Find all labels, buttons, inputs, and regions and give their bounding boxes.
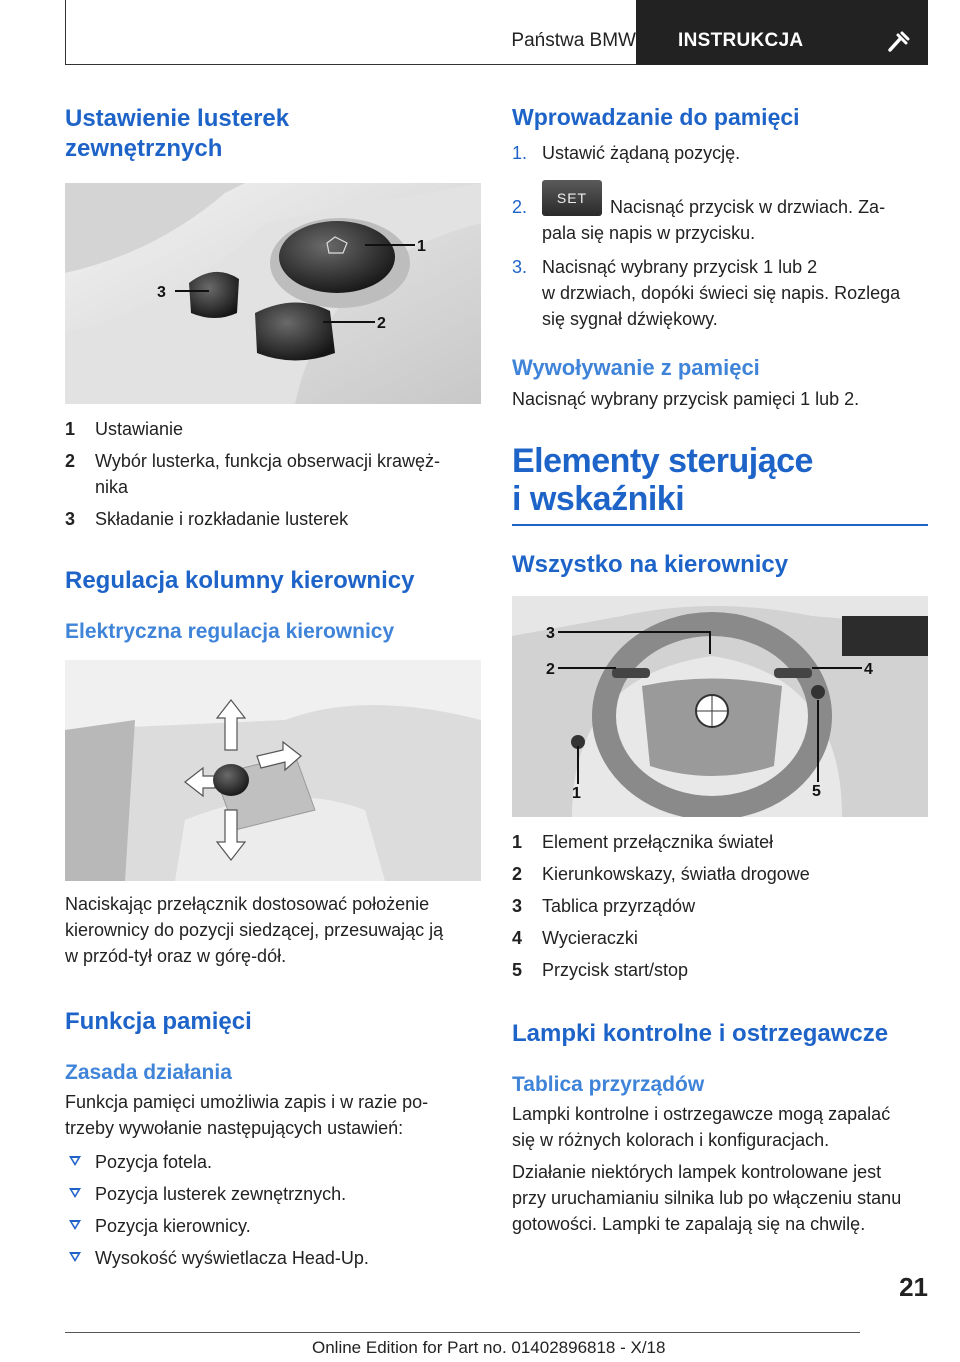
page-header xyxy=(65,0,928,65)
callout-5: 5 xyxy=(812,783,821,800)
header-section-tab xyxy=(636,0,928,65)
steering-wheel-figure xyxy=(512,596,928,817)
column-subsection-title: Elektryczna regulacja kierownicy xyxy=(65,620,395,643)
chapter-divider xyxy=(512,524,928,526)
list-item: 5 Przycisk start/stop xyxy=(512,960,689,980)
list-item: Wysokość wyświetlacza Head-Up. xyxy=(65,1245,481,1271)
header-section-label: INSTRUKCJA xyxy=(678,30,804,51)
callout-1: 1 xyxy=(572,785,581,802)
list-item: 2 Wybór lusterka, funkcja obserwacji krawęż- nika xyxy=(65,451,440,497)
store-section-title: Wprowadzanie do pamięci xyxy=(512,104,800,130)
memory-section-title: Funkcja pamięci xyxy=(65,1008,252,1035)
callout-3: 3 xyxy=(546,625,555,642)
list-item: Pozycja kierownicy. xyxy=(65,1213,481,1239)
triangle-bullet-icon xyxy=(69,1156,81,1166)
triangle-bullet-icon xyxy=(69,1188,81,1198)
store-steps-list xyxy=(512,140,928,332)
callout-2: 2 xyxy=(546,661,555,678)
set-button-icon: SET xyxy=(542,180,602,216)
header-left-tab xyxy=(65,0,649,65)
chapter-title: Elementy sterujące i wskaźniki xyxy=(512,442,813,518)
recall-section-title: Wywoływanie z pamięci xyxy=(512,355,760,380)
triangle-bullet-icon xyxy=(69,1252,81,1262)
list-item: 3 Tablica przyrządów xyxy=(512,896,696,916)
list-item: 1. Ustawić żądaną pozycję. xyxy=(512,143,741,163)
wrench-icon xyxy=(886,30,912,52)
list-item: Pozycja fotela. xyxy=(65,1149,481,1175)
list-item: 1 Element przełącznika świateł xyxy=(512,832,774,852)
lamps-subsection-title: Tablica przyrządów xyxy=(512,1073,705,1096)
list-item: 1 Ustawianie xyxy=(65,419,184,439)
mirror-section-title: Ustawienie lusterek zewnętrznych xyxy=(65,105,290,162)
callout-2: 2 xyxy=(377,315,386,332)
list-item: 4 Wycieraczki xyxy=(512,928,638,948)
column-section-title: Regulacja kolumny kierownicy xyxy=(65,567,415,594)
list-item: 3. Nacisnąć wybrany przycisk 1 lub 2 w drzwiach, dopóki świeci się napis. Rozlega się sygnał dźwiękowy. xyxy=(512,257,901,329)
edition-note: Online Edition for Part no. 01402896818 - X/18 xyxy=(312,1338,666,1357)
mirror-legend-list xyxy=(65,416,481,532)
callout-4: 4 xyxy=(864,661,873,678)
callout-1: 1 xyxy=(417,238,426,255)
column-description: Naciskając przełącznik dostosować położenie kierownicy do pozycji siedzącej, przesuwając ją w przód-tył oraz w górę-dół. xyxy=(65,894,444,966)
recall-description: Nacisnąć wybrany przycisk pamięci 1 lub 2. xyxy=(512,389,860,409)
callout-3: 3 xyxy=(157,284,166,301)
page-number: 21 xyxy=(899,1272,928,1302)
lamps-paragraph-1: Lampki kontrolne i ostrzegawcze mogą zapalać się w różnych kolorach i konfiguracjach. xyxy=(512,1104,891,1150)
lamps-section-title: Lampki kontrolne i ostrzegawcze xyxy=(512,1020,889,1047)
footer-divider xyxy=(65,1332,860,1333)
lamps-paragraph-2: Działanie niektórych lampek kontrolowane jest przy uruchamianiu silnika lub po włączeniu stanu gotowości. Lampki te zapalają się na chwilę. xyxy=(512,1162,902,1234)
list-item: 2. SET Nacisnąć przycisk w drzwiach. Za- pala się napis w przycisku. xyxy=(512,180,928,246)
steering-legend-list xyxy=(512,829,928,983)
list-item: 2 Kierunkowskazy, światła drogowe xyxy=(512,864,810,884)
steering-column-switch-figure xyxy=(65,660,481,881)
steering-section-title: Wszystko na kierownicy xyxy=(512,551,789,578)
mirror-controls-figure xyxy=(65,183,481,404)
header-owner-label: Państwa BMW xyxy=(511,30,636,51)
left-column xyxy=(65,100,481,1277)
triangle-bullet-icon xyxy=(69,1220,81,1230)
memory-bullet-list xyxy=(65,1149,481,1271)
list-item: 3 Składanie i rozkładanie lusterek xyxy=(65,509,349,529)
list-item: Pozycja lusterek zewnętrznych. xyxy=(65,1181,481,1207)
right-column xyxy=(512,100,928,1237)
memory-subsection-title: Zasada działania xyxy=(65,1061,232,1084)
memory-description: Funkcja pamięci umożliwia zapis i w razie po- trzeby wywołanie następujących ustawień: xyxy=(65,1092,429,1138)
